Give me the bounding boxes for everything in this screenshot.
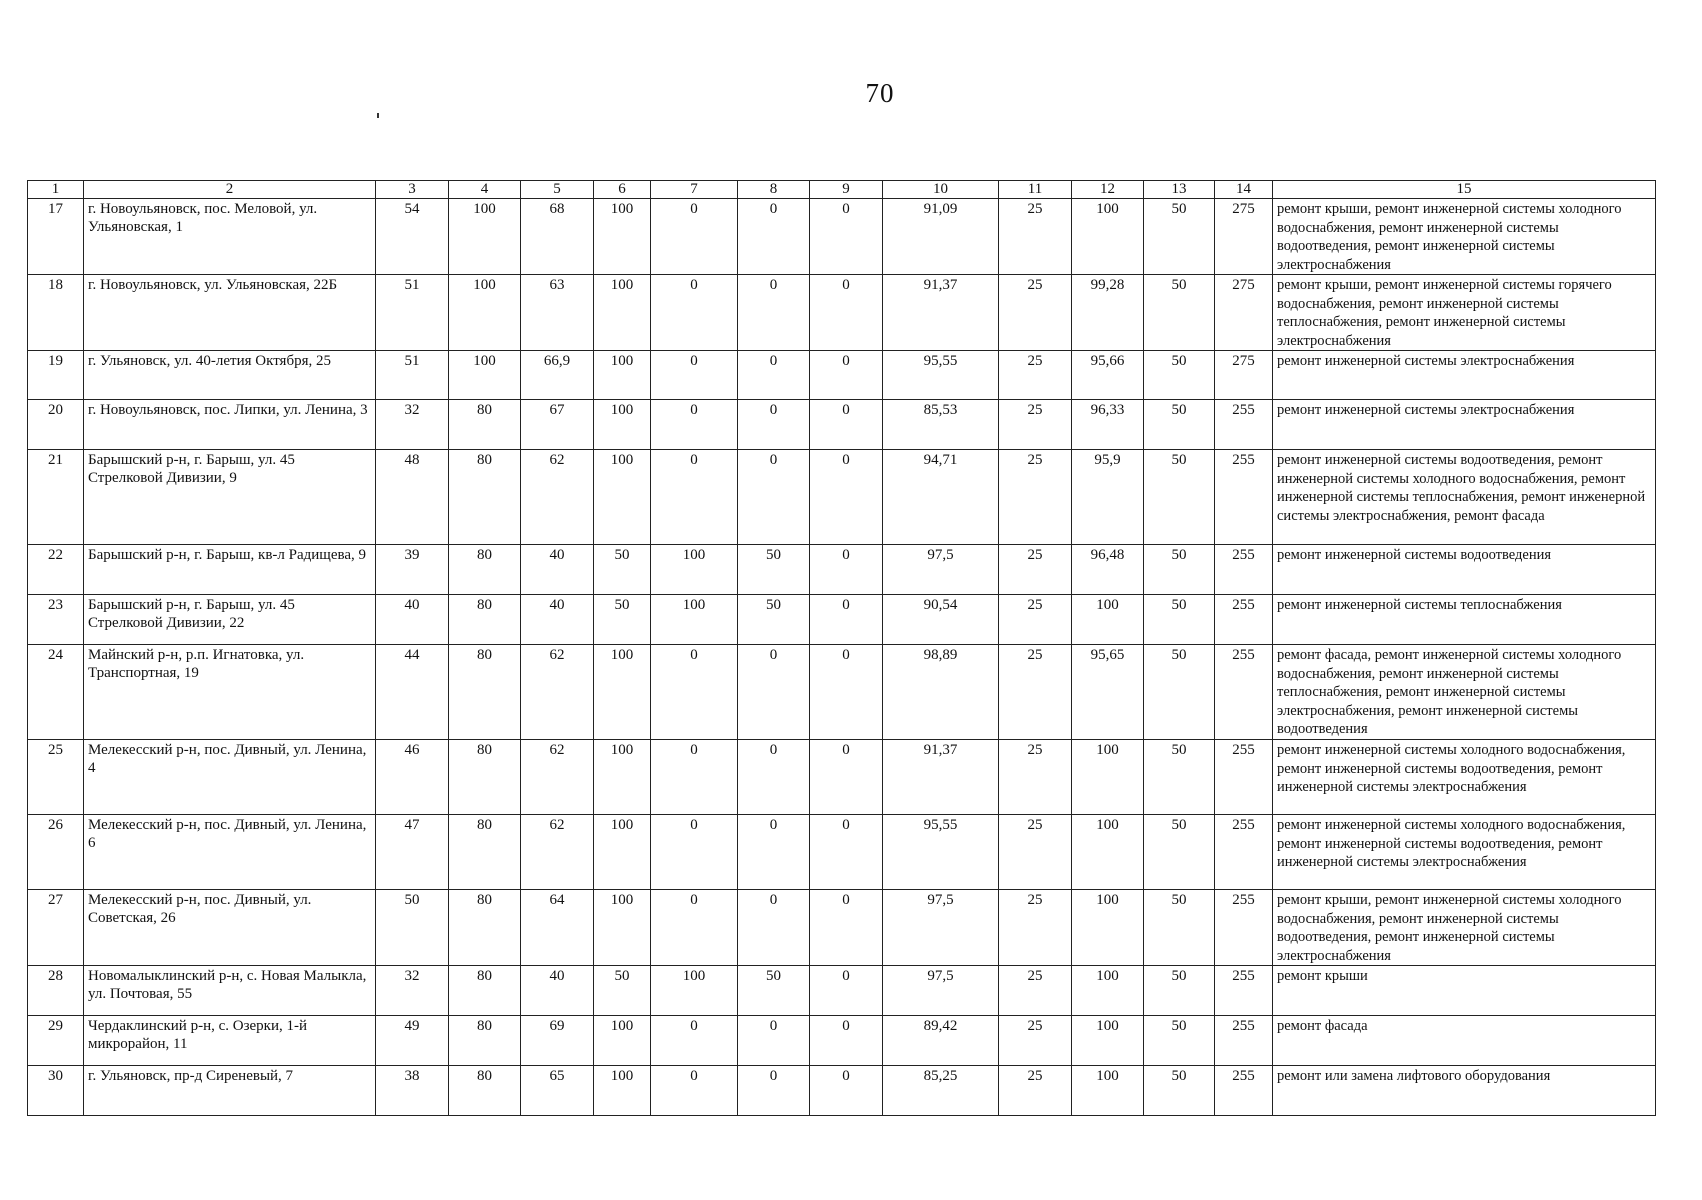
- value-cell: 65: [521, 1066, 594, 1116]
- value-cell: 0: [738, 1066, 810, 1116]
- address-cell: Мелекесский р-н, пос. Дивный, ул. Ленина, 6: [84, 815, 376, 890]
- address-cell: Майнский р-н, р.п. Игнатовка, ул. Транспортная, 19: [84, 645, 376, 740]
- value-cell: 50: [738, 966, 810, 1016]
- value-cell: 25: [999, 966, 1072, 1016]
- value-cell: 255: [1215, 450, 1273, 545]
- column-header: 4: [449, 181, 521, 199]
- works-cell: ремонт инженерной системы электроснабжения: [1273, 351, 1656, 400]
- value-cell: 85,25: [883, 1066, 999, 1116]
- value-cell: 100: [594, 645, 651, 740]
- row-number-cell: 19: [28, 351, 84, 400]
- address-cell: Мелекесский р-н, пос. Дивный, ул. Советская, 26: [84, 890, 376, 966]
- row-number-cell: 26: [28, 815, 84, 890]
- value-cell: 96,33: [1072, 400, 1144, 450]
- value-cell: 98,89: [883, 645, 999, 740]
- value-cell: 0: [738, 275, 810, 351]
- value-cell: 275: [1215, 275, 1273, 351]
- value-cell: 50: [738, 595, 810, 645]
- value-cell: 51: [376, 351, 449, 400]
- value-cell: 0: [810, 890, 883, 966]
- value-cell: 95,65: [1072, 645, 1144, 740]
- value-cell: 100: [449, 351, 521, 400]
- value-cell: 100: [1072, 595, 1144, 645]
- address-cell: Барышский р-н, г. Барыш, ул. 45 Стрелковой Дивизии, 22: [84, 595, 376, 645]
- value-cell: 0: [810, 450, 883, 545]
- value-cell: 0: [738, 351, 810, 400]
- row-number-cell: 29: [28, 1016, 84, 1066]
- table-row: [28, 645, 1656, 740]
- value-cell: 0: [651, 815, 738, 890]
- value-cell: 255: [1215, 815, 1273, 890]
- value-cell: 255: [1215, 740, 1273, 815]
- column-header: 7: [651, 181, 738, 199]
- value-cell: 46: [376, 740, 449, 815]
- works-cell: ремонт крыши, ремонт инженерной системы горячего водоснабжения, ремонт инженерной системы теплоснабжения, ремонт инженерной системы электроснабжения: [1273, 275, 1656, 351]
- value-cell: 100: [1072, 815, 1144, 890]
- value-cell: 0: [810, 275, 883, 351]
- address-cell: г. Новоульяновск, пос. Меловой, ул. Ульяновская, 1: [84, 199, 376, 275]
- value-cell: 0: [651, 351, 738, 400]
- value-cell: 0: [738, 450, 810, 545]
- value-cell: 0: [810, 545, 883, 595]
- column-header: 14: [1215, 181, 1273, 199]
- value-cell: 97,5: [883, 966, 999, 1016]
- value-cell: 25: [999, 890, 1072, 966]
- value-cell: 0: [651, 1066, 738, 1116]
- value-cell: 40: [521, 545, 594, 595]
- value-cell: 62: [521, 815, 594, 890]
- value-cell: 25: [999, 595, 1072, 645]
- value-cell: 97,5: [883, 890, 999, 966]
- works-cell: ремонт фасада: [1273, 1016, 1656, 1066]
- value-cell: 0: [651, 199, 738, 275]
- value-cell: 91,37: [883, 740, 999, 815]
- table-row: [28, 1066, 1656, 1116]
- value-cell: 80: [449, 740, 521, 815]
- works-cell: ремонт крыши, ремонт инженерной системы холодного водоснабжения, ремонт инженерной системы водоотведения, ремонт инженерной системы электроснабжения: [1273, 199, 1656, 275]
- value-cell: 50: [1144, 400, 1215, 450]
- table-row: [28, 199, 1656, 275]
- value-cell: 50: [1144, 1016, 1215, 1066]
- value-cell: 25: [999, 545, 1072, 595]
- value-cell: 0: [738, 815, 810, 890]
- value-cell: 25: [999, 400, 1072, 450]
- value-cell: 275: [1215, 199, 1273, 275]
- value-cell: 0: [810, 645, 883, 740]
- table-row: [28, 275, 1656, 351]
- works-cell: ремонт инженерной системы холодного водоснабжения, ремонт инженерной системы водоотведения, ремонт инженерной системы электроснабжения: [1273, 815, 1656, 890]
- value-cell: 80: [449, 545, 521, 595]
- address-cell: г. Ульяновск, ул. 40-летия Октября, 25: [84, 351, 376, 400]
- value-cell: 100: [651, 595, 738, 645]
- value-cell: 100: [594, 1016, 651, 1066]
- row-number-cell: 27: [28, 890, 84, 966]
- value-cell: 40: [521, 966, 594, 1016]
- works-cell: ремонт крыши: [1273, 966, 1656, 1016]
- value-cell: 69: [521, 1016, 594, 1066]
- column-header: 6: [594, 181, 651, 199]
- value-cell: 44: [376, 645, 449, 740]
- value-cell: 50: [1144, 275, 1215, 351]
- value-cell: 255: [1215, 595, 1273, 645]
- value-cell: 0: [651, 740, 738, 815]
- works-cell: ремонт инженерной системы водоотведения: [1273, 545, 1656, 595]
- value-cell: 50: [594, 545, 651, 595]
- value-cell: 100: [1072, 1066, 1144, 1116]
- value-cell: 67: [521, 400, 594, 450]
- value-cell: 51: [376, 275, 449, 351]
- value-cell: 255: [1215, 400, 1273, 450]
- row-number-cell: 25: [28, 740, 84, 815]
- value-cell: 95,9: [1072, 450, 1144, 545]
- value-cell: 0: [810, 966, 883, 1016]
- address-cell: Мелекесский р-н, пос. Дивный, ул. Ленина, 4: [84, 740, 376, 815]
- address-cell: г. Новоульяновск, пос. Липки, ул. Ленина, 3: [84, 400, 376, 450]
- works-cell: ремонт или замена лифтового оборудования: [1273, 1066, 1656, 1116]
- value-cell: 66,9: [521, 351, 594, 400]
- address-cell: Барышский р-н, г. Барыш, ул. 45 Стрелковой Дивизии, 9: [84, 450, 376, 545]
- row-number-cell: 20: [28, 400, 84, 450]
- value-cell: 94,71: [883, 450, 999, 545]
- value-cell: 100: [594, 275, 651, 351]
- value-cell: 100: [1072, 1016, 1144, 1066]
- value-cell: 25: [999, 450, 1072, 545]
- value-cell: 68: [521, 199, 594, 275]
- value-cell: 100: [651, 966, 738, 1016]
- value-cell: 85,53: [883, 400, 999, 450]
- column-header: 11: [999, 181, 1072, 199]
- table-row: [28, 740, 1656, 815]
- value-cell: 100: [651, 545, 738, 595]
- table-row: [28, 815, 1656, 890]
- column-header: 8: [738, 181, 810, 199]
- value-cell: 0: [810, 1066, 883, 1116]
- works-cell: ремонт инженерной системы теплоснабжения: [1273, 595, 1656, 645]
- value-cell: 255: [1215, 1016, 1273, 1066]
- address-cell: Чердаклинский р-н, с. Озерки, 1-й микрорайон, 11: [84, 1016, 376, 1066]
- value-cell: 80: [449, 1066, 521, 1116]
- works-cell: ремонт фасада, ремонт инженерной системы холодного водоснабжения, ремонт инженерной системы теплоснабжения, ремонт инженерной системы электроснабжения, ремонт инженерной системы водоотведения: [1273, 645, 1656, 740]
- value-cell: 50: [376, 890, 449, 966]
- value-cell: 0: [651, 400, 738, 450]
- table-body: [28, 199, 1656, 1116]
- value-cell: 38: [376, 1066, 449, 1116]
- value-cell: 50: [594, 966, 651, 1016]
- value-cell: 0: [651, 890, 738, 966]
- value-cell: 99,28: [1072, 275, 1144, 351]
- value-cell: 0: [651, 1016, 738, 1066]
- column-header: 10: [883, 181, 999, 199]
- value-cell: 50: [1144, 595, 1215, 645]
- value-cell: 100: [594, 400, 651, 450]
- value-cell: 255: [1215, 1066, 1273, 1116]
- value-cell: 25: [999, 815, 1072, 890]
- value-cell: 63: [521, 275, 594, 351]
- value-cell: 80: [449, 815, 521, 890]
- value-cell: 50: [1144, 815, 1215, 890]
- value-cell: 64: [521, 890, 594, 966]
- value-cell: 255: [1215, 890, 1273, 966]
- value-cell: 0: [738, 645, 810, 740]
- table-row: [28, 545, 1656, 595]
- value-cell: 80: [449, 400, 521, 450]
- address-cell: Барышский р-н, г. Барыш, кв-л Радищева, 9: [84, 545, 376, 595]
- column-header: 12: [1072, 181, 1144, 199]
- column-header: 5: [521, 181, 594, 199]
- works-cell: ремонт инженерной системы холодного водоснабжения, ремонт инженерной системы водоотведения, ремонт инженерной системы электроснабжения: [1273, 740, 1656, 815]
- value-cell: 25: [999, 645, 1072, 740]
- value-cell: 100: [1072, 740, 1144, 815]
- header-row: [28, 181, 1656, 199]
- column-header: 15: [1273, 181, 1656, 199]
- table-row: [28, 890, 1656, 966]
- value-cell: 50: [1144, 199, 1215, 275]
- value-cell: 100: [449, 199, 521, 275]
- value-cell: 275: [1215, 351, 1273, 400]
- value-cell: 54: [376, 199, 449, 275]
- value-cell: 49: [376, 1016, 449, 1066]
- value-cell: 255: [1215, 645, 1273, 740]
- value-cell: 50: [1144, 966, 1215, 1016]
- value-cell: 100: [1072, 966, 1144, 1016]
- column-header: 2: [84, 181, 376, 199]
- value-cell: 50: [1144, 450, 1215, 545]
- table-row: [28, 450, 1656, 545]
- page-number: 70: [865, 78, 895, 108]
- value-cell: 50: [1144, 740, 1215, 815]
- value-cell: 0: [651, 450, 738, 545]
- value-cell: 100: [594, 890, 651, 966]
- value-cell: 0: [810, 351, 883, 400]
- row-number-cell: 30: [28, 1066, 84, 1116]
- value-cell: 0: [738, 1016, 810, 1066]
- value-cell: 25: [999, 1016, 1072, 1066]
- value-cell: 0: [738, 199, 810, 275]
- works-cell: ремонт инженерной системы водоотведения, ремонт инженерной системы холодного водоснабжения, ремонт инженерной системы теплоснабжения, ремонт инженерной системы электроснабжения, ремонт фасада: [1273, 450, 1656, 545]
- value-cell: 62: [521, 645, 594, 740]
- value-cell: 255: [1215, 545, 1273, 595]
- address-cell: г. Ульяновск, пр-д Сиреневый, 7: [84, 1066, 376, 1116]
- row-number-cell: 18: [28, 275, 84, 351]
- value-cell: 40: [376, 595, 449, 645]
- column-header: 9: [810, 181, 883, 199]
- value-cell: 0: [738, 400, 810, 450]
- table-row: [28, 351, 1656, 400]
- value-cell: 25: [999, 199, 1072, 275]
- value-cell: 255: [1215, 966, 1273, 1016]
- value-cell: 0: [738, 890, 810, 966]
- value-cell: 91,37: [883, 275, 999, 351]
- value-cell: 32: [376, 966, 449, 1016]
- value-cell: 95,66: [1072, 351, 1144, 400]
- table-row: [28, 1016, 1656, 1066]
- value-cell: 100: [594, 450, 651, 545]
- value-cell: 89,42: [883, 1016, 999, 1066]
- value-cell: 80: [449, 595, 521, 645]
- value-cell: 62: [521, 740, 594, 815]
- table-row: [28, 966, 1656, 1016]
- value-cell: 100: [1072, 199, 1144, 275]
- column-header: 3: [376, 181, 449, 199]
- value-cell: 97,5: [883, 545, 999, 595]
- value-cell: 50: [1144, 545, 1215, 595]
- row-number-cell: 21: [28, 450, 84, 545]
- value-cell: 90,54: [883, 595, 999, 645]
- value-cell: 100: [594, 351, 651, 400]
- value-cell: 80: [449, 966, 521, 1016]
- row-number-cell: 22: [28, 545, 84, 595]
- value-cell: 0: [810, 1016, 883, 1066]
- value-cell: 0: [810, 199, 883, 275]
- address-cell: г. Новоульяновск, ул. Ульяновская, 22Б: [84, 275, 376, 351]
- value-cell: 50: [1144, 890, 1215, 966]
- value-cell: 100: [594, 740, 651, 815]
- value-cell: 80: [449, 450, 521, 545]
- value-cell: 25: [999, 351, 1072, 400]
- works-cell: ремонт инженерной системы электроснабжения: [1273, 400, 1656, 450]
- table-row: [28, 400, 1656, 450]
- value-cell: 0: [810, 595, 883, 645]
- value-cell: 80: [449, 890, 521, 966]
- row-number-cell: 23: [28, 595, 84, 645]
- value-cell: 0: [651, 275, 738, 351]
- value-cell: 0: [810, 400, 883, 450]
- row-number-cell: 28: [28, 966, 84, 1016]
- table-row: [28, 595, 1656, 645]
- value-cell: 25: [999, 1066, 1072, 1116]
- value-cell: 0: [810, 740, 883, 815]
- value-cell: 47: [376, 815, 449, 890]
- value-cell: 40: [521, 595, 594, 645]
- value-cell: 50: [1144, 1066, 1215, 1116]
- value-cell: 100: [1072, 890, 1144, 966]
- value-cell: 25: [999, 740, 1072, 815]
- address-cell: Новомалыклинский р-н, с. Новая Малыкла, ул. Почтовая, 55: [84, 966, 376, 1016]
- row-number-cell: 24: [28, 645, 84, 740]
- value-cell: 100: [449, 275, 521, 351]
- data-table: [27, 180, 1656, 1116]
- value-cell: 50: [738, 545, 810, 595]
- value-cell: 50: [594, 595, 651, 645]
- value-cell: 100: [594, 199, 651, 275]
- value-cell: 62: [521, 450, 594, 545]
- value-cell: 95,55: [883, 815, 999, 890]
- value-cell: 100: [594, 1066, 651, 1116]
- value-cell: 39: [376, 545, 449, 595]
- value-cell: 91,09: [883, 199, 999, 275]
- value-cell: 0: [810, 815, 883, 890]
- works-cell: ремонт крыши, ремонт инженерной системы холодного водоснабжения, ремонт инженерной системы водоотведения, ремонт инженерной системы электроснабжения: [1273, 890, 1656, 966]
- scan-artifact: [377, 113, 379, 118]
- value-cell: 0: [738, 740, 810, 815]
- value-cell: 95,55: [883, 351, 999, 400]
- value-cell: 0: [651, 645, 738, 740]
- value-cell: 100: [594, 815, 651, 890]
- value-cell: 80: [449, 1016, 521, 1066]
- value-cell: 50: [1144, 645, 1215, 740]
- value-cell: 25: [999, 275, 1072, 351]
- value-cell: 32: [376, 400, 449, 450]
- value-cell: 96,48: [1072, 545, 1144, 595]
- row-number-cell: 17: [28, 199, 84, 275]
- value-cell: 80: [449, 645, 521, 740]
- column-header: 1: [28, 181, 84, 199]
- value-cell: 50: [1144, 351, 1215, 400]
- value-cell: 48: [376, 450, 449, 545]
- column-header: 13: [1144, 181, 1215, 199]
